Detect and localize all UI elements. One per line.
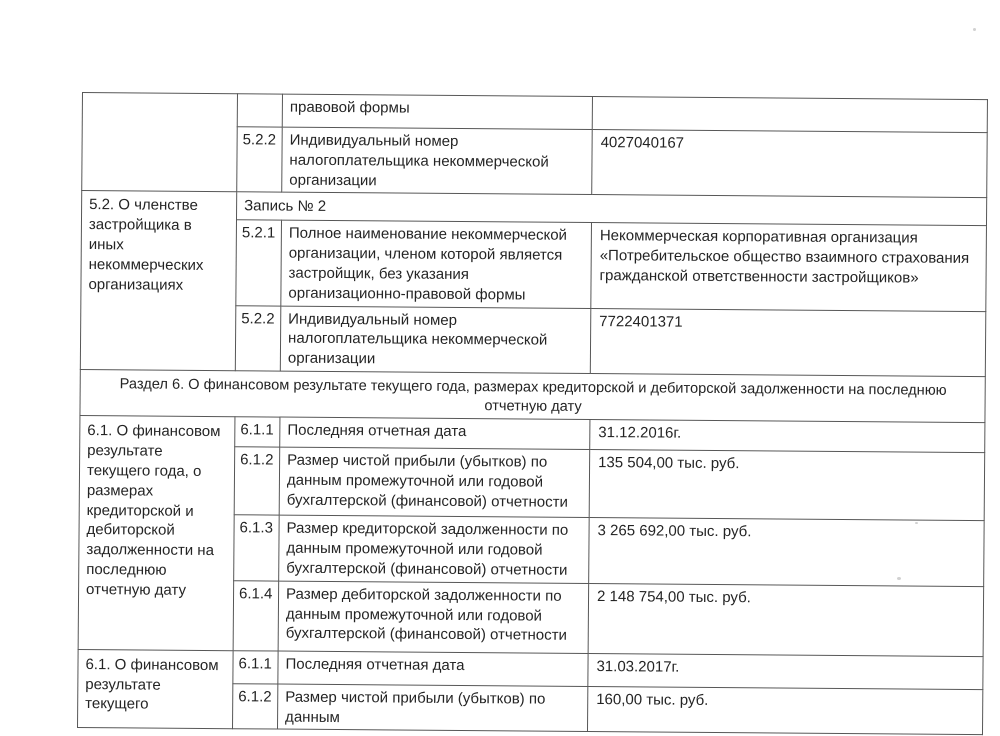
item-number: 6.1.2 — [233, 684, 278, 730]
section-label-cell: 6.1. О финансовом результате текущего — [78, 649, 234, 729]
item-number: 5.2.2 — [237, 127, 283, 193]
table-row — [80, 369, 985, 423]
item-value: 31.12.2016г. — [590, 420, 985, 453]
item-value: 2 148 754,00 тыс. руб. — [588, 583, 984, 656]
table-row — [82, 93, 987, 133]
item-number: 6.1.2 — [234, 447, 280, 515]
item-value: 31.03.2017г. — [588, 653, 983, 689]
table-row — [80, 416, 985, 453]
item-description: Размер кредиторской задолженности по данным промежуточной или годовой бухгалтерской (финансовой) отчетности — [279, 516, 590, 584]
record-header: Запись № 2 — [236, 192, 986, 226]
section-header: Раздел 6. О финансовом результате текущего года, размерах кредиторской и дебиторской задолженности на последнюю отчетную дату — [80, 369, 985, 423]
section-label-cell: 5.2. О членстве застройщика в иных некоммерческих организациях — [80, 191, 236, 371]
scan-noise-speck — [973, 28, 976, 31]
item-value: 160,00 тыс. руб. — [587, 686, 982, 735]
section-label-cell: 6.1. О финансовом результате текущего года, о размерах кредиторской и дебиторской задолженности на последнюю отчетную дату — [78, 416, 235, 651]
item-description: Индивидуальный номер налогоплательщика некоммерческой организации — [280, 306, 591, 374]
section-label-cell — [82, 93, 238, 193]
item-number: 6.1.1 — [233, 651, 278, 684]
item-number: 6.1.1 — [235, 417, 280, 447]
item-value: 3 265 692,00 тыс. руб. — [589, 518, 985, 586]
table-row — [82, 191, 987, 226]
item-description: Размер чистой прибыли (убытков) по данным промежуточной или годовой бухгалтерской (финансовой) отчетности — [279, 448, 590, 518]
item-number: 6.1.4 — [233, 581, 279, 651]
item-value — [592, 97, 987, 133]
item-description: Последняя отчетная дата — [280, 418, 590, 450]
item-description: Размер чистой прибыли (убытков) по данным — [277, 684, 587, 732]
item-description: Размер дебиторской задолженности по данным промежуточной или годовой бухгалтерской (финансовой) отчетности — [278, 581, 589, 653]
item-description: Полное наименование некоммерческой организации, членом которой является застройщик, без указания организационно-правовой формы — [281, 220, 592, 308]
scan-noise-speck — [915, 522, 918, 524]
item-number — [237, 94, 282, 127]
item-value: Некоммерческая корпоративная организация «Потребительское общество взаимного страхования гражданской ответственности застройщиков» — [591, 223, 987, 311]
item-value: 135 504,00 тыс. руб. — [589, 450, 985, 521]
item-number: 6.1.3 — [234, 515, 280, 581]
scan-noise-speck — [897, 577, 901, 580]
scanned-page — [77, 92, 988, 736]
item-value: 7722401371 — [590, 308, 986, 376]
table-row — [78, 649, 983, 689]
item-description: правовой формы — [282, 94, 592, 129]
disclosure-table — [77, 92, 988, 736]
item-value: 4027040167 — [592, 130, 988, 198]
item-description: Последняя отчетная дата — [278, 651, 588, 686]
item-number: 5.2.1 — [236, 220, 282, 306]
item-number: 5.2.2 — [235, 305, 281, 371]
item-description: Индивидуальный номер налогоплательщика некоммерческой организации — [282, 127, 593, 195]
